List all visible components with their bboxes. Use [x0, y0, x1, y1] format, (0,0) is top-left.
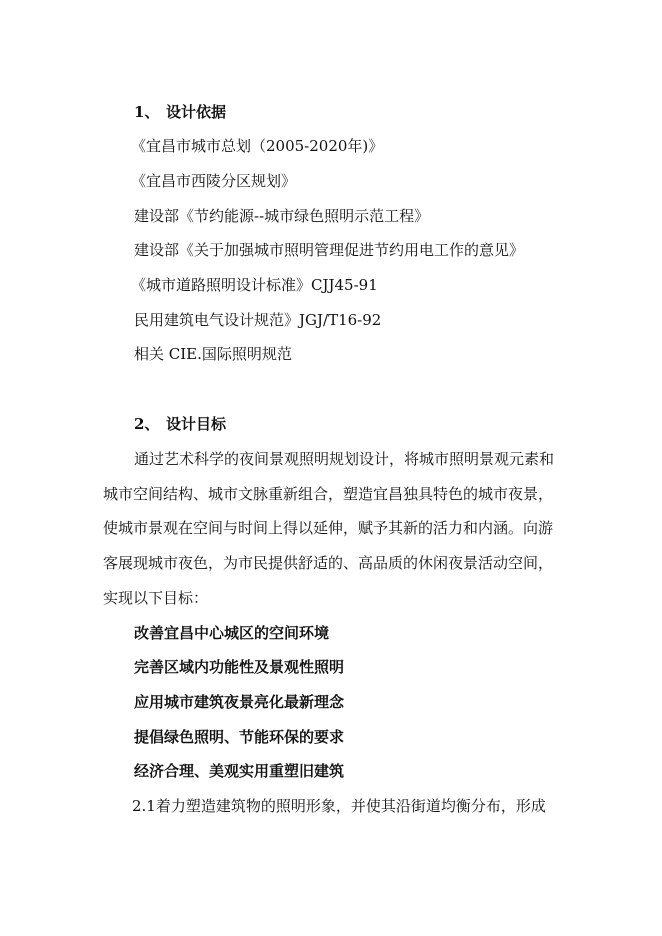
section-1-heading: [134, 102, 226, 122]
reference-item: 《城市道路照明设计标准》CJJ45-91: [131, 276, 378, 294]
section-1-number: 1、: [134, 103, 160, 121]
reference-item: 民用建筑电气设计规范》JGJ/T16-92: [134, 311, 382, 329]
reference-item: 建设部《节约能源--城市绿色照明示范工程》: [134, 207, 430, 225]
goal-item: 完善区域内功能性及景观性照明: [134, 658, 345, 676]
paragraph-line: 客展现城市夜色，为市民提供舒适的、高品质的休闲夜景活动空间，: [103, 554, 554, 572]
paragraph-line: 通过艺术科学的夜间景观照明规划设计，将城市照明景观元素和: [134, 450, 555, 468]
goal-item: 提倡绿色照明、节能环保的要求: [134, 728, 345, 746]
reference-item: 《宜昌市西陵分区规划》: [131, 172, 297, 190]
paragraph-line: 实现以下目标：: [103, 589, 209, 607]
paragraph-line: 使城市景观在空间与时间上得以延伸，赋予其新的活力和内涵。向游: [103, 519, 554, 537]
section-1-title: 设计依据: [166, 103, 227, 121]
goal-item: 应用城市建筑夜景亮化最新理念: [134, 693, 345, 711]
reference-item: 建设部《关于加强城市照明管理促进节约用电工作的意见》: [134, 241, 525, 259]
goal-item: 改善宜昌中心城区的空间环境: [134, 624, 330, 642]
reference-item: 相关 CIE.国际照明规范: [134, 345, 292, 363]
paragraph-line: 城市空间结构、城市文脉重新组合，塑造宜昌独具特色的城市夜景，: [103, 485, 554, 503]
section-2-number: 2、: [134, 415, 160, 433]
section-2-title: 设计目标: [166, 415, 227, 433]
reference-item: 《宜昌市城市总划（2005-2020年)》: [131, 137, 384, 155]
subsection-2-1-line: 2.1着力塑造建筑物的照明形象，并使其沿街道均衡分布，形成: [132, 797, 546, 815]
section-2-heading: [134, 414, 226, 434]
goal-item: 经济合理、美观实用重塑旧建筑: [134, 762, 345, 780]
